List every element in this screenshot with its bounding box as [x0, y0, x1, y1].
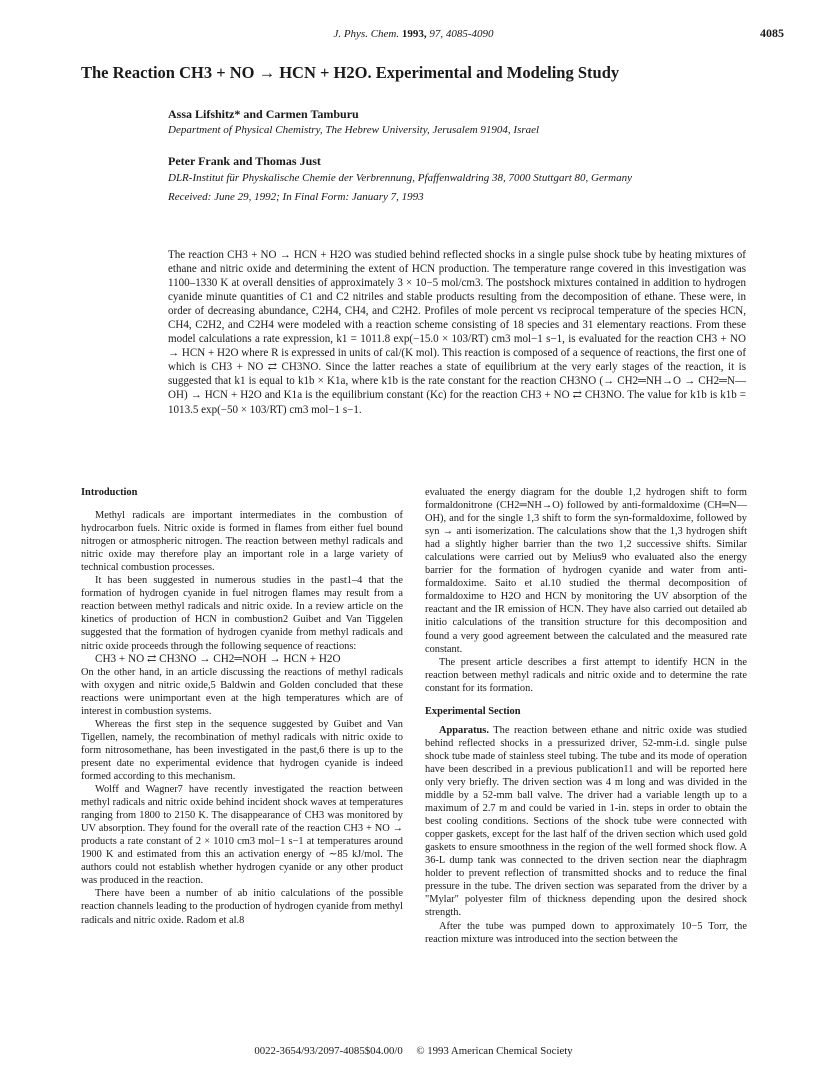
paragraph: evaluated the energy diagram for the double 1,2 hydrogen shift to form formaldonitrone (CH2═NH→O) followed by anti-formaldoxime (CH═N—OH), and for the single 1,3 shift to form the syn-formaldoxime, followed by syn → anti isomerization. The calculations show that the 1,3 hydrogen shift had a slightly higher barrier than the two 1,2 successive shifts. Similar calculations were carried out by Melius9 who evaluated also the energy barrier for the formation of hydrogen cyanide and water from anti-formaldoxime. Saito et al.10 studied the thermal decomposition of formaldoxime to H2O and HCN by monitoring the UV absorption of the reactant and the IR emission of HCN. They have also carried out detailed ab initio calculations of the transition structure for this decomposition and found a very good agreement between the calculated and the measured rate constant.: [425, 487, 747, 655]
received-date: Received: June 29, 1992; In Final Form: January 7, 1993: [168, 191, 424, 203]
paragraph: Wolff and Wagner7 have recently investigated the reaction between methyl radicals and nitric oxide behind incident shock waves at temperatures ranging from 1800 to 2150 K. The disappearance of CH3 was monitored by UV absorption. They found for the overall rate of the reaction CH3 + NO → products a rate constant of 2 × 1010 cm3 mol−1 s−1 at temperatures around 1900 K and estimated from this an activation energy of ∼85 kJ/mol. The authors could not establish whether hydrogen cyanide or any other product was produced in the reaction.: [81, 784, 403, 887]
paragraph: The present article describes a first attempt to identify HCN in the reaction between methyl radicals and nitric oxide and to determine the rate constant for its formation.: [425, 656, 747, 694]
journal-name: J. Phys. Chem.: [333, 28, 400, 40]
authors-2: Peter Frank and Thomas Just: [168, 154, 321, 168]
section-heading-introduction: Introduction: [81, 487, 138, 498]
paper-title: The Reaction CH3 + NO → HCN + H2O. Experimental and Modeling Study: [81, 63, 620, 82]
paragraph: There have been a number of ab initio calculations of the possible reaction channels leading to the production of hydrogen cyanide from methyl radicals and nitric oxide. Radom et al.8: [81, 888, 403, 926]
affiliation-2: DLR-Institut für Physkalische Chemie der Verbrennung, Pfaffenwaldring 38, 7000 Stuttgart 80, Germany: [168, 172, 632, 184]
abstract: [168, 248, 746, 417]
page-footer: [0, 1045, 827, 1057]
section-heading-experimental: Experimental Section: [425, 705, 521, 717]
affiliation-1: Department of Physical Chemistry, The Hebrew University, Jerusalem 91904, Israel: [168, 124, 540, 136]
reaction-equation: CH3 + NO ⇄ CH3NO → CH2═NOH → HCN + H2O: [95, 652, 341, 665]
page-number: 4085: [760, 26, 784, 40]
running-header: [0, 28, 827, 40]
journal-year: 1993,: [401, 28, 427, 40]
authors-1: Assa Lifshitz* and Carmen Tamburu: [168, 107, 359, 121]
right-column: [425, 486, 747, 946]
paragraph: It has been suggested in numerous studies in the past1–4 that the formation of hydrogen cyanide in fuel nitrogen flames may result from a reaction between methyl radicals and nitric oxide. In a review article on the kinetics of production of HCN in combustion2 Guibet and Van Tiggelen suggested that the formation of hydrogen cyanide from methyl radicals and nitric oxide proceeds through the following sequence of reactions:: [81, 575, 403, 652]
paragraph: Whereas the first step in the sequence suggested by Guibet and Van Tigellen, namely, the recombination of methyl radicals with nitric oxide to form nitrosomethane, has been investigated in the past,6 there is up to the present date no experimental evidence that hydrogen cyanide is indeed formed according to this mechanism.: [81, 718, 403, 782]
paragraph-text: The reaction between ethane and nitric oxide was studied behind reflected shocks in a pressurized driver, 52-mm-i.d. single pulse shock tube made of stainless steel tubing. The tube and its mode of operation have been described in a previous publication11 and will be reported here only very briefly. The driven section was 4 m long and was divided in the middle by a 52-mm ball valve. The driver had a variable length up to a maximum of 2.7 m and could be varied in 1-in. steps in order to obtain the best cooling conditions. Sections of the shock tube were connected with copper gaskets, except for the last half of the driven section which used gold gaskets to ensure smoothness in the region of the well formed shock flow. A 36-L dump tank was connected to the driven section near the diaphragm holder to prevent reflection of transmitted shocks and to reduce the final pressure in the tube. The driven section was separated from the driver by a "Mylar" polyester film of thickness depending upon the desired shock strength.: [425, 724, 747, 919]
paragraph: After the tube was pumped down to approximately 10−5 Torr, the reaction mixture was introduced into the section between the: [425, 920, 747, 945]
subsection-label-apparatus: Apparatus.: [439, 724, 489, 736]
paragraph: On the other hand, in an article discussing the reactions of methyl radicals with oxygen and nitric oxide,5 Baldwin and Golden concluded that these reactions were unimportant even at the high temperatures which are of interest in combustion systems.: [81, 666, 403, 717]
paragraph: [425, 724, 747, 920]
article-code: 0022-3654/93/2097-4085$04.00/0: [254, 1045, 403, 1057]
paragraph: Methyl radicals are important intermediates in the combustion of hydrocarbon fuels. Nitric oxide is formed in flames from either fuel bound nitrogen or atmospheric nitrogen. The reaction between methyl radicals and nitric oxide may therefore play an important role in a large variety of technical combustion processes.: [81, 510, 403, 574]
copyright: © 1993 American Chemical Society: [416, 1045, 573, 1057]
abstract-text: The reaction CH3 + NO → HCN + H2O was studied behind reflected shocks in a single pulse shock tube by heating mixtures of ethane and nitric oxide and determining the extent of HCN production. The temperature range covered in this investigation was 1100–1330 K at overall densities of approximately 3 × 10−5 mol/cm3. The postshock mixtures contained in addition to hydrogen cyanide minute quantities of C1 and C2 nitriles and stable products resulting from the decomposition of ethane. These were, in order of decreasing abundance, C2H4, CH4, and C2H2. Profiles of mole percent vs reciprocal temperature of the species HCN, CH4, C2H2, and C2H4 were modeled with a reaction scheme consisting of 18 species and 31 elementary reactions. From these model calculations a rate expression, k1 = 1011.8 exp(−15.0 × 103/RT) cm3 mol−1 s−1, is evaluated for the reaction CH3 + NO → HCN + H2O where R is expressed in units of cal/(K mol). This reaction is composed of a sequence of reactions, the first one of which is CH3 + NO ⇄ CH3NO. Since the latter reaches a state of equilibrium at the very early stages of the reaction, it is suggested that k1 is equal to k1b × K1a, where k1b is the rate constant for the reaction CH3NO (→ CH2═NH→O → CH2═N—OH) → HCN + H2O and K1a is the equilibrium constant (Kc) for the reaction CH3 + NO ⇄ CH3NO. The value for k1b is k1b = 1013.5 exp(−50 × 103/RT) cm3 mol−1 s−1.: [168, 249, 746, 416]
left-column: [81, 486, 403, 927]
journal-volume: 97,: [429, 28, 444, 40]
journal-pages: 4085-4090: [445, 28, 494, 40]
